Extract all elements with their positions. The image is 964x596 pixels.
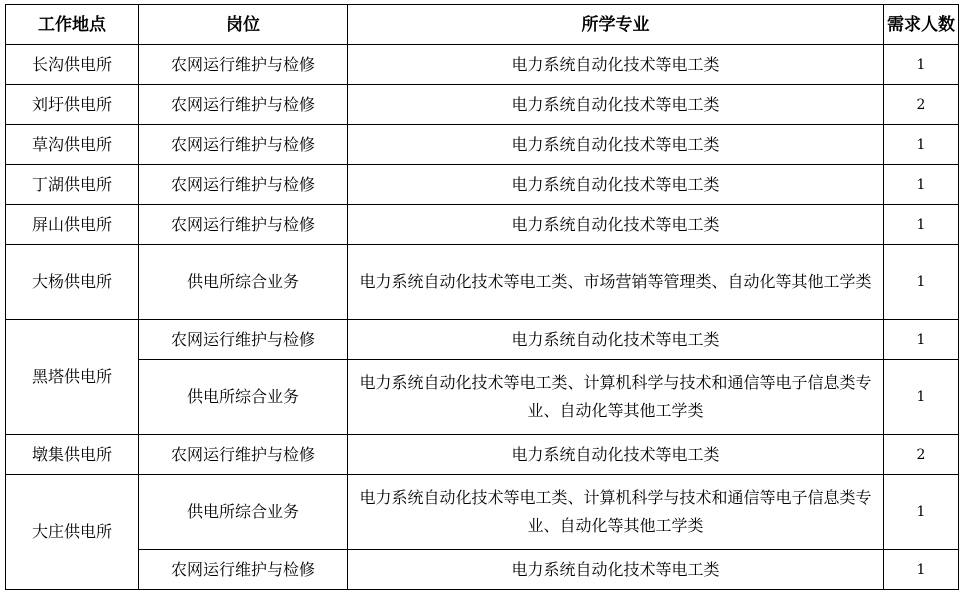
location-cell: 屏山供电所 [6,205,139,245]
count-cell: 1 [884,245,959,320]
location-cell: 丁湖供电所 [6,165,139,205]
major-cell: 电力系统自动化技术等电工类 [348,125,884,165]
table-row [6,360,959,435]
count-cell: 1 [884,360,959,435]
position-cell: 农网运行维护与检修 [139,550,348,590]
position-cell: 农网运行维护与检修 [139,320,348,360]
major-cell: 电力系统自动化技术等电工类 [348,85,884,125]
position-cell: 农网运行维护与检修 [139,435,348,475]
location-cell: 大庄供电所 [6,475,139,590]
location-cell: 长沟供电所 [6,45,139,85]
position-cell: 农网运行维护与检修 [139,165,348,205]
recruitment-table [5,4,959,590]
table-row [6,205,959,245]
location-cell: 草沟供电所 [6,125,139,165]
table-row [6,550,959,590]
table-row [6,435,959,475]
position-cell: 农网运行维护与检修 [139,85,348,125]
major-cell: 电力系统自动化技术等电工类、市场营销等管理类、自动化等其他工学类 [348,245,884,320]
header-location: 工作地点 [6,5,139,45]
table-row [6,165,959,205]
header-count: 需求人数 [884,5,959,45]
major-cell: 电力系统自动化技术等电工类 [348,550,884,590]
table-row [6,320,959,360]
table-row [6,45,959,85]
table-row [6,475,959,550]
count-cell: 2 [884,435,959,475]
position-cell: 供电所综合业务 [139,475,348,550]
major-cell: 电力系统自动化技术等电工类 [348,45,884,85]
major-cell: 电力系统自动化技术等电工类 [348,205,884,245]
recruitment-table-container [5,4,959,590]
position-cell: 供电所综合业务 [139,360,348,435]
position-cell: 农网运行维护与检修 [139,205,348,245]
header-position: 岗位 [139,5,348,45]
location-cell: 刘圩供电所 [6,85,139,125]
position-cell: 农网运行维护与检修 [139,125,348,165]
major-cell: 电力系统自动化技术等电工类、计算机科学与技术和通信等电子信息类专业、自动化等其他工学类 [348,360,884,435]
location-cell: 大杨供电所 [6,245,139,320]
table-row [6,85,959,125]
location-cell: 黑塔供电所 [6,320,139,435]
major-cell: 电力系统自动化技术等电工类 [348,435,884,475]
count-cell: 1 [884,475,959,550]
table-header-row [6,5,959,45]
major-cell: 电力系统自动化技术等电工类 [348,165,884,205]
count-cell: 1 [884,165,959,205]
position-cell: 供电所综合业务 [139,245,348,320]
location-cell: 墩集供电所 [6,435,139,475]
count-cell: 1 [884,125,959,165]
count-cell: 1 [884,45,959,85]
count-cell: 2 [884,85,959,125]
count-cell: 1 [884,320,959,360]
position-cell: 农网运行维护与检修 [139,45,348,85]
table-row [6,245,959,320]
table-row [6,125,959,165]
count-cell: 1 [884,205,959,245]
major-cell: 电力系统自动化技术等电工类、计算机科学与技术和通信等电子信息类专业、自动化等其他工学类 [348,475,884,550]
header-major: 所学专业 [348,5,884,45]
major-cell: 电力系统自动化技术等电工类 [348,320,884,360]
count-cell: 1 [884,550,959,590]
